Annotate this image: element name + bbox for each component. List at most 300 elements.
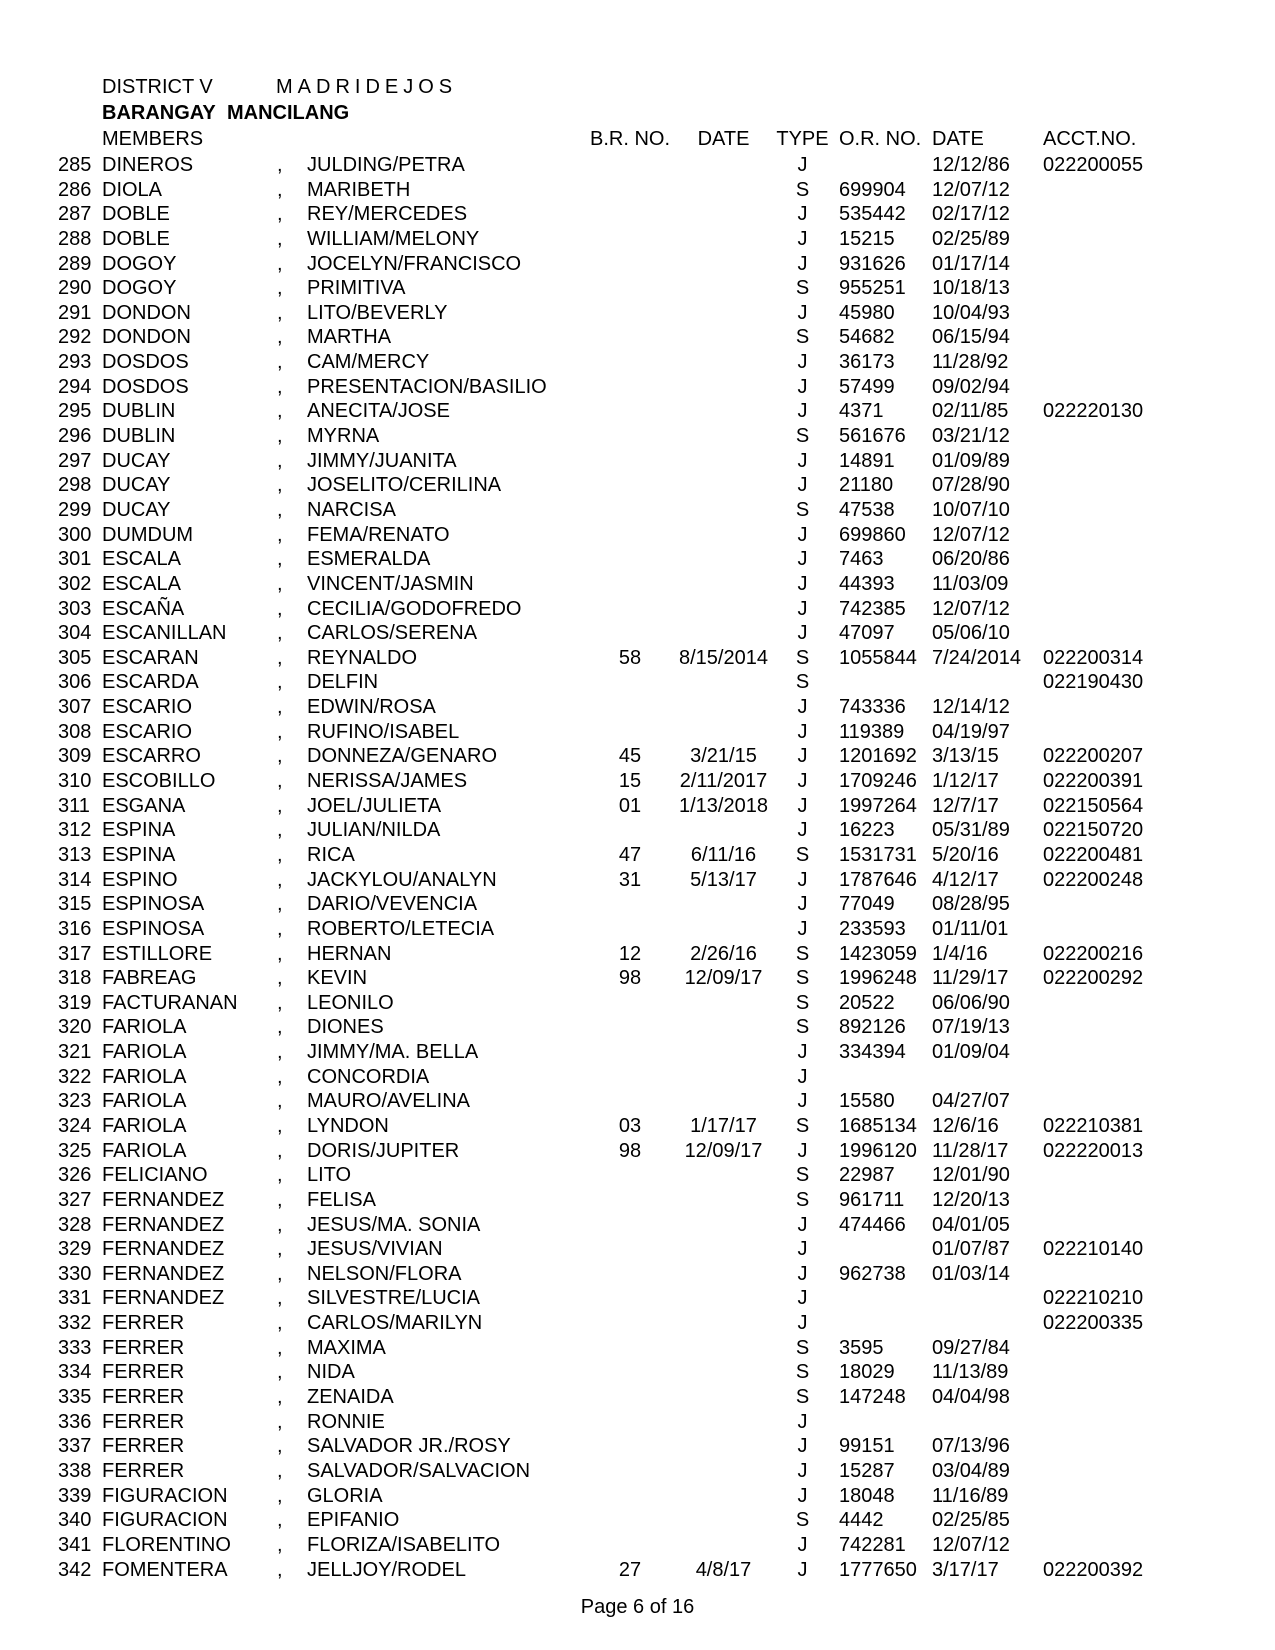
member-surname: FERRER xyxy=(102,1336,185,1359)
member-type: J xyxy=(797,770,808,793)
member-or-date: 07/19/13 xyxy=(932,1016,1010,1039)
br-no-header: B.R. NO. xyxy=(589,128,670,150)
member-or-no: 955251 xyxy=(839,277,906,300)
table-row xyxy=(0,572,1275,597)
member-or-no: 54682 xyxy=(839,326,895,349)
member-or-no: 45980 xyxy=(839,301,895,324)
member-or-date: 3/17/17 xyxy=(932,1558,999,1581)
member-br-no xyxy=(588,375,672,400)
member-given-names: SALVADOR/SALVACION xyxy=(307,1459,531,1482)
member-number: 286 xyxy=(58,178,92,201)
member-or-no: 4442 xyxy=(839,1509,884,1532)
comma-separator: , xyxy=(277,1336,283,1359)
type-header: TYPE xyxy=(776,128,829,150)
member-number: 342 xyxy=(58,1558,92,1581)
member-or-date: 09/02/94 xyxy=(932,375,1010,398)
member-or-date: 04/04/98 xyxy=(932,1386,1010,1409)
member-number: 320 xyxy=(58,1016,92,1039)
member-br-no xyxy=(588,547,672,572)
member-or-no: 1997264 xyxy=(839,794,917,817)
member-surname: FERNANDEZ xyxy=(102,1287,225,1310)
member-given-names: RONNIE xyxy=(307,1410,385,1433)
member-surname: FIGURACION xyxy=(102,1509,228,1532)
member-br-no xyxy=(588,991,672,1016)
member-type: J xyxy=(797,301,808,324)
member-number: 312 xyxy=(58,819,92,842)
comma-separator: , xyxy=(277,301,283,324)
member-number: 323 xyxy=(58,1090,92,1113)
table-row xyxy=(0,1139,1275,1164)
member-or-date: 12/20/13 xyxy=(932,1188,1010,1211)
table-row xyxy=(0,1286,1275,1311)
comma-separator: , xyxy=(277,1164,283,1187)
table-row xyxy=(0,202,1275,227)
member-or-date: 02/25/89 xyxy=(932,227,1010,250)
comma-separator: , xyxy=(277,1361,283,1384)
member-surname: FACTURANAN xyxy=(102,991,238,1014)
member-surname: FARIOLA xyxy=(102,1090,187,1113)
table-row xyxy=(0,843,1275,868)
member-given-names: CARLOS/SERENA xyxy=(307,622,478,645)
member-br-no xyxy=(588,1213,672,1238)
member-br-no xyxy=(588,301,672,326)
member-acct-no xyxy=(1043,1385,1153,1410)
member-br-date xyxy=(672,424,775,449)
member-or-no: 1996120 xyxy=(839,1139,917,1162)
member-br-no xyxy=(588,597,672,622)
comma-separator: , xyxy=(277,967,283,990)
member-given-names: NELSON/FLORA xyxy=(307,1262,462,1285)
member-type: S xyxy=(795,1114,810,1137)
member-given-names: JIMMY/JUANITA xyxy=(307,449,457,472)
member-br-no xyxy=(588,153,672,178)
member-br-date xyxy=(672,325,775,350)
member-number: 331 xyxy=(58,1287,92,1310)
table-row xyxy=(0,917,1275,942)
member-br-date xyxy=(672,1015,775,1040)
member-number: 333 xyxy=(58,1336,92,1359)
table-row xyxy=(0,252,1275,277)
member-or-date: 02/11/85 xyxy=(932,400,1009,423)
member-number: 316 xyxy=(58,917,92,940)
member-given-names: CARLOS/MARILYN xyxy=(307,1312,483,1335)
member-type: S xyxy=(795,1188,810,1211)
member-number: 292 xyxy=(58,326,92,349)
member-br-date xyxy=(672,547,775,572)
member-or-date: 3/13/15 xyxy=(932,745,999,768)
member-acct-no xyxy=(1043,301,1153,326)
member-br-date xyxy=(672,1286,775,1311)
comma-separator: , xyxy=(277,1386,283,1409)
member-type: J xyxy=(797,1238,808,1261)
member-surname: ESCALA xyxy=(102,572,181,595)
member-br-date xyxy=(672,227,775,252)
member-br-date xyxy=(672,1385,775,1410)
member-number: 330 xyxy=(58,1262,92,1285)
comma-separator: , xyxy=(277,696,283,719)
member-given-names: LITO/BEVERLY xyxy=(307,301,448,324)
member-surname: DONDON xyxy=(102,301,191,324)
member-or-no: 742385 xyxy=(839,597,906,620)
member-type: S xyxy=(795,425,810,448)
member-given-names: LYNDON xyxy=(307,1114,389,1137)
member-type: J xyxy=(797,868,808,891)
member-or-no: 36173 xyxy=(839,351,895,374)
table-row xyxy=(0,178,1275,203)
member-br-date xyxy=(672,597,775,622)
member-number: 306 xyxy=(58,671,92,694)
member-type: S xyxy=(795,178,810,201)
member-given-names: SILVESTRE/LUCIA xyxy=(307,1287,481,1310)
member-number: 293 xyxy=(58,351,92,374)
member-surname: ESPINOSA xyxy=(102,893,205,916)
comma-separator: , xyxy=(277,252,283,275)
member-acct-no: 022150564 xyxy=(1043,794,1144,817)
table-row xyxy=(0,1459,1275,1484)
member-br-no xyxy=(588,202,672,227)
member-number: 324 xyxy=(58,1114,92,1137)
member-br-no xyxy=(588,1459,672,1484)
member-br-date xyxy=(672,1533,775,1558)
member-type: S xyxy=(795,277,810,300)
member-type: J xyxy=(797,548,808,571)
table-row xyxy=(0,720,1275,745)
member-surname: ESTILLORE xyxy=(102,942,213,965)
member-surname: DOBLE xyxy=(102,203,170,226)
member-or-date: 12/07/12 xyxy=(932,523,1010,546)
table-row xyxy=(0,1015,1275,1040)
member-number: 341 xyxy=(58,1533,92,1556)
comma-separator: , xyxy=(277,548,283,571)
member-number: 328 xyxy=(58,1213,92,1236)
barangay-line xyxy=(0,101,1275,126)
comma-separator: , xyxy=(277,326,283,349)
member-surname: ESPINA xyxy=(102,843,176,866)
table-row xyxy=(0,1385,1275,1410)
member-surname: FELICIANO xyxy=(102,1164,208,1187)
comma-separator: , xyxy=(277,400,283,423)
table-row xyxy=(0,1114,1275,1139)
member-number: 289 xyxy=(58,252,92,275)
member-or-no: 1709246 xyxy=(839,770,917,793)
comma-separator: , xyxy=(277,1312,283,1335)
member-br-date: 12/09/17 xyxy=(684,1139,763,1162)
member-acct-no xyxy=(1043,1163,1153,1188)
member-or-date: 1/12/17 xyxy=(932,770,999,793)
member-br-no xyxy=(588,1188,672,1213)
member-or-date: 01/09/89 xyxy=(932,449,1010,472)
member-surname: DINEROS xyxy=(102,154,194,176)
member-given-names: PRESENTACION/BASILIO xyxy=(307,375,547,398)
member-br-date xyxy=(672,1237,775,1262)
table-row xyxy=(0,1311,1275,1336)
comma-separator: , xyxy=(277,1139,283,1162)
member-acct-no xyxy=(1043,597,1153,622)
member-or-date xyxy=(932,1065,1043,1090)
member-number: 290 xyxy=(58,277,92,300)
member-acct-no: 022190430 xyxy=(1043,671,1144,694)
member-br-date xyxy=(672,991,775,1016)
member-acct-no xyxy=(1043,1262,1153,1287)
member-br-date xyxy=(672,1065,775,1090)
member-acct-no xyxy=(1043,424,1153,449)
member-surname: FARIOLA xyxy=(102,1016,187,1039)
table-row xyxy=(0,1484,1275,1509)
member-type: S xyxy=(795,646,810,669)
member-or-date: 10/18/13 xyxy=(932,277,1010,300)
page-footer: Page 6 of 16 xyxy=(580,1596,695,1618)
member-number: 338 xyxy=(58,1459,92,1482)
member-or-no: 334394 xyxy=(839,1041,906,1064)
member-acct-no xyxy=(1043,892,1153,917)
member-number: 301 xyxy=(58,548,92,571)
member-type: J xyxy=(797,696,808,719)
member-or-date: 04/27/07 xyxy=(932,1090,1010,1113)
member-type: J xyxy=(797,597,808,620)
member-or-no: 119389 xyxy=(839,720,905,743)
member-br-date xyxy=(672,917,775,942)
member-or-no: 961711 xyxy=(839,1188,905,1211)
member-acct-no xyxy=(1043,1410,1153,1435)
member-surname: ESCARIO xyxy=(102,696,193,719)
member-type: J xyxy=(797,227,808,250)
member-or-no: 742281 xyxy=(839,1533,906,1556)
comma-separator: , xyxy=(277,1065,283,1088)
member-type: J xyxy=(797,252,808,275)
member-surname: FARIOLA xyxy=(102,1139,187,1162)
member-type: J xyxy=(797,1041,808,1064)
comma-separator: , xyxy=(277,1410,283,1433)
member-acct-no xyxy=(1043,1434,1153,1459)
member-number: 309 xyxy=(58,745,92,768)
member-surname: DOGOY xyxy=(102,252,177,275)
member-type: J xyxy=(797,1533,808,1556)
member-type: J xyxy=(797,745,808,768)
comma-separator: , xyxy=(277,770,283,793)
comma-separator: , xyxy=(277,1238,283,1261)
table-row xyxy=(0,424,1275,449)
member-surname: ESCALA xyxy=(102,548,181,571)
member-given-names: GLORIA xyxy=(307,1484,383,1507)
table-row xyxy=(0,1262,1275,1287)
member-br-date xyxy=(672,572,775,597)
member-acct-no xyxy=(1043,1089,1153,1114)
member-acct-no xyxy=(1043,917,1153,942)
member-acct-no xyxy=(1043,1533,1153,1558)
member-type: S xyxy=(795,1016,810,1039)
member-br-date xyxy=(672,892,775,917)
member-given-names: FELISA xyxy=(307,1188,376,1211)
table-row xyxy=(0,1336,1275,1361)
comma-separator: , xyxy=(277,745,283,768)
member-or-date xyxy=(932,1410,1043,1435)
table-row xyxy=(0,1508,1275,1533)
member-br-date xyxy=(672,1434,775,1459)
member-or-no: 16223 xyxy=(839,819,895,842)
member-type: J xyxy=(797,1065,808,1088)
member-acct-no xyxy=(1043,1360,1153,1385)
district-label: DISTRICT V xyxy=(102,76,213,98)
comma-separator: , xyxy=(277,572,283,595)
member-or-date: 11/29/17 xyxy=(932,967,1009,990)
member-br-no xyxy=(588,1262,672,1287)
member-number: 297 xyxy=(58,449,92,472)
table-row xyxy=(0,1360,1275,1385)
member-br-date: 6/11/16 xyxy=(690,843,757,866)
member-type: S xyxy=(795,498,810,521)
member-br-date: 12/09/17 xyxy=(684,967,763,990)
member-or-date: 01/03/14 xyxy=(932,1262,1010,1285)
table-row xyxy=(0,1089,1275,1114)
member-given-names: DARIO/VEVENCIA xyxy=(307,893,478,916)
member-acct-no: 022220130 xyxy=(1043,400,1144,423)
comma-separator: , xyxy=(277,1262,283,1285)
member-br-no: 01 xyxy=(618,794,642,817)
comma-separator: , xyxy=(277,498,283,521)
member-number: 325 xyxy=(58,1139,92,1162)
member-br-date xyxy=(672,1213,775,1238)
table-row xyxy=(0,818,1275,843)
member-type: J xyxy=(797,572,808,595)
member-or-date xyxy=(932,670,1043,695)
table-row xyxy=(0,325,1275,350)
comma-separator: , xyxy=(277,1114,283,1137)
member-br-date xyxy=(672,202,775,227)
member-br-date xyxy=(672,621,775,646)
member-br-date xyxy=(672,399,775,424)
member-or-no: 15215 xyxy=(839,227,895,250)
member-br-no: 45 xyxy=(618,745,642,768)
member-given-names: MARTHA xyxy=(307,326,392,349)
table-row xyxy=(0,1410,1275,1435)
member-or-date: 11/13/89 xyxy=(932,1361,1009,1384)
table-row xyxy=(0,523,1275,548)
member-acct-no: 022200481 xyxy=(1043,843,1144,866)
member-surname: ESPINA xyxy=(102,819,176,842)
member-or-no: 1201692 xyxy=(839,745,917,768)
member-br-date xyxy=(672,1508,775,1533)
member-number: 319 xyxy=(58,991,92,1014)
member-surname: FIGURACION xyxy=(102,1484,228,1507)
member-br-date xyxy=(672,1262,775,1287)
member-given-names: JACKYLOU/ANALYN xyxy=(307,868,497,891)
member-br-no xyxy=(588,276,672,301)
member-acct-no xyxy=(1043,449,1153,474)
member-acct-no xyxy=(1043,695,1153,720)
member-br-no: 47 xyxy=(618,843,642,866)
member-type: J xyxy=(797,893,808,916)
member-given-names: ROBERTO/LETECIA xyxy=(307,917,495,940)
comma-separator: , xyxy=(277,1016,283,1039)
comma-separator: , xyxy=(277,1533,283,1556)
table-row xyxy=(0,1065,1275,1090)
member-acct-no xyxy=(1043,1065,1153,1090)
member-acct-no xyxy=(1043,720,1153,745)
member-surname: FERNANDEZ xyxy=(102,1238,225,1261)
member-or-no: 47538 xyxy=(839,498,895,521)
member-br-no xyxy=(588,1040,672,1065)
member-br-date xyxy=(672,1089,775,1114)
comma-separator: , xyxy=(277,203,283,226)
member-acct-no xyxy=(1043,547,1153,572)
member-or-date: 05/31/89 xyxy=(932,819,1010,842)
comma-separator: , xyxy=(277,375,283,398)
member-acct-no: 022210140 xyxy=(1043,1238,1144,1261)
member-surname: ESCARRO xyxy=(102,745,201,768)
member-given-names: REY/MERCEDES xyxy=(307,203,468,226)
member-number: 302 xyxy=(58,572,92,595)
member-or-date: 11/28/17 xyxy=(932,1139,1009,1162)
member-or-date: 12/7/17 xyxy=(932,794,999,817)
member-type: J xyxy=(797,1410,808,1433)
table-row xyxy=(0,991,1275,1016)
member-given-names: FEMA/RENATO xyxy=(307,523,450,546)
table-row xyxy=(0,547,1275,572)
member-or-no: 44393 xyxy=(839,572,895,595)
member-acct-no: 022150720 xyxy=(1043,819,1144,842)
member-type: J xyxy=(797,1139,808,1162)
comma-separator: , xyxy=(277,893,283,916)
member-or-no: 18048 xyxy=(839,1484,895,1507)
member-br-no xyxy=(588,424,672,449)
member-surname: FARIOLA xyxy=(102,1041,187,1064)
member-or-no xyxy=(830,1065,932,1090)
member-or-date xyxy=(932,1286,1043,1311)
member-number: 340 xyxy=(58,1509,92,1532)
member-acct-no xyxy=(1043,991,1153,1016)
member-number: 304 xyxy=(58,622,92,645)
member-number: 315 xyxy=(58,893,92,916)
member-br-date xyxy=(672,449,775,474)
member-or-date: 04/01/05 xyxy=(932,1213,1010,1236)
member-or-date: 02/25/85 xyxy=(932,1509,1010,1532)
member-or-date: 5/20/16 xyxy=(932,843,999,866)
table-row xyxy=(0,1237,1275,1262)
member-or-date: 12/07/12 xyxy=(932,597,1010,620)
member-type: S xyxy=(795,991,810,1014)
member-br-no xyxy=(588,695,672,720)
member-type: S xyxy=(795,1361,810,1384)
member-surname: DIOLA xyxy=(102,178,163,201)
member-surname: DONDON xyxy=(102,326,191,349)
member-surname: DUCAY xyxy=(102,498,171,521)
member-surname: FERRER xyxy=(102,1410,185,1433)
member-surname: FERRER xyxy=(102,1361,185,1384)
member-type: S xyxy=(795,1336,810,1359)
member-acct-no: 022200314 xyxy=(1043,646,1144,669)
member-number: 296 xyxy=(58,425,92,448)
table-row xyxy=(0,399,1275,424)
comma-separator: , xyxy=(277,1435,283,1458)
member-given-names: ZENAIDA xyxy=(307,1386,394,1409)
comma-separator: , xyxy=(277,1287,283,1310)
member-type: J xyxy=(797,1435,808,1458)
member-or-date: 10/07/10 xyxy=(932,498,1010,521)
member-br-no xyxy=(588,621,672,646)
member-br-date: 2/26/16 xyxy=(690,942,757,965)
table-row xyxy=(0,597,1275,622)
member-acct-no xyxy=(1043,1459,1153,1484)
member-type: J xyxy=(797,400,808,423)
member-type: J xyxy=(797,1213,808,1236)
member-or-no: 1055844 xyxy=(839,646,917,669)
member-or-date: 12/01/90 xyxy=(932,1164,1010,1187)
member-br-no: 58 xyxy=(618,646,642,669)
member-br-no xyxy=(588,917,672,942)
member-given-names: JESUS/MA. SONIA xyxy=(307,1213,481,1236)
member-or-no xyxy=(830,670,932,695)
member-given-names: WILLIAM/MELONY xyxy=(307,227,480,250)
